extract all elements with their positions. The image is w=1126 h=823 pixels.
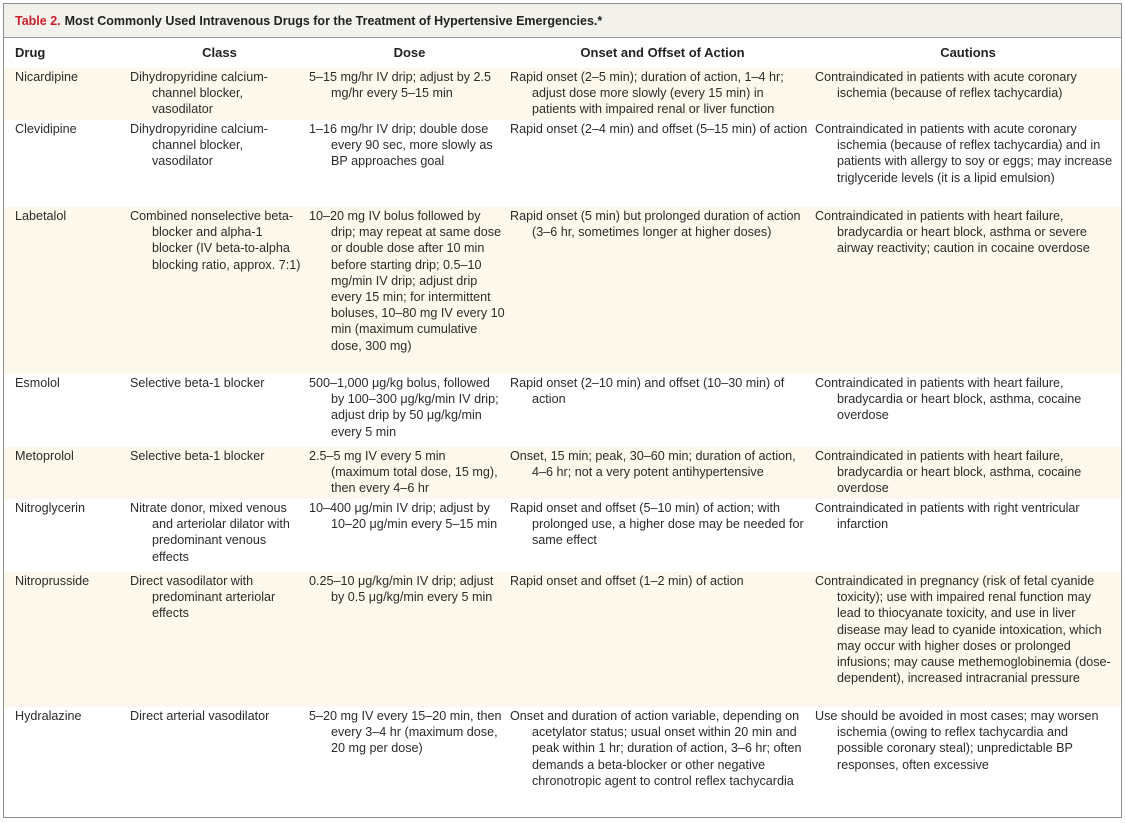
drug-dose: 2.5–5 mg IV every 5 min (maximum total dose, 15 mg), then every 4–6 hr (309, 449, 498, 496)
table-row (4, 447, 1121, 499)
drug-dose: 10–20 mg IV bolus followed by drip; may repeat at same dose or double dose after 10 min before starting drip; 0.5–10 mg/min IV drip; adjust drip every 15 min; for intermittent boluses, 10–80 mg IV every 10 min (maximum cumulative dose, 300 mg) (309, 209, 505, 353)
drug-cautions: Contraindicated in patients with heart failure, bradycardia or heart block, asthma, cocaine overdose (815, 449, 1082, 496)
drug-onset: Rapid onset (2–4 min) and offset (5–15 min) of action (510, 122, 808, 136)
drug-dose: 10–400 μg/min IV drip; adjust by 10–20 μg/min every 5–15 min (309, 501, 498, 532)
drug-dose: 1–16 mg/hr IV drip; double dose every 90 sec, more slowly as BP approaches goal (309, 122, 493, 169)
drug-onset: Rapid onset (2–10 min) and offset (10–30 min) of action (510, 376, 785, 407)
drug-onset: Rapid onset (2–5 min); duration of action, 1–4 hr; adjust dose more slowly (every 15 min) in patients with impaired renal or liver function (510, 70, 784, 117)
header-dose: Dose (309, 38, 510, 68)
drug-class: Dihydropyridine calcium-channel blocker, vasodilator (130, 122, 268, 169)
table-frame (3, 3, 1122, 818)
drug-onset: Onset, 15 min; peak, 30–60 min; duration of action, 4–6 hr; not a very potent antihypertensive (510, 449, 796, 480)
header-cautions: Cautions (815, 38, 1121, 68)
drug-cautions: Use should be avoided in most cases; may worsen ischemia (owing to reflex tachycardia and possible coronary steal); unpredictable BP responses, often excessive (815, 709, 1099, 772)
table-title (4, 4, 1121, 38)
drug-table (4, 38, 1121, 815)
drug-onset: Rapid onset and offset (5–10 min) of action; with prolonged use, a higher dose may be needed for same effect (510, 501, 804, 548)
header-row (4, 38, 1121, 68)
drug-name: Esmolol (4, 374, 130, 447)
header-drug: Drug (4, 38, 130, 68)
drug-name: Nicardipine (4, 68, 130, 120)
drug-dose: 5–20 mg IV every 15–20 min, then every 3–4 hr (maximum dose, 20 mg per dose) (309, 709, 502, 756)
drug-class: Combined nonselective beta-blocker and alpha-1 blocker (IV beta-to-alpha blocking ratio, approx. 7:1) (130, 209, 301, 272)
header-class: Class (130, 38, 309, 68)
drug-onset: Onset and duration of action variable, depending on acetylator status; usual onset within 20 min and peak within 1 hr; duration of action, 3–6 hr; often demands a beta-blocker or other negative chronotropic agent to control reflex tachycardia (510, 709, 802, 788)
drug-class: Selective beta-1 blocker (130, 376, 265, 390)
drug-cautions: Contraindicated in pregnancy (risk of fetal cyanide toxicity); use with impaired renal function may lead to thiocyanate toxicity, and use in liver disease may lead to cyanide intoxication, which may occur with higher doses or prolonged infusions; may cause methemoglobinemia (dose-dependent), increased intracranial pressure (815, 574, 1111, 686)
drug-name: Nitroprusside (4, 572, 130, 707)
drug-class: Selective beta-1 blocker (130, 449, 265, 463)
drug-cautions: Contraindicated in patients with acute coronary ischemia (because of reflex tachycardia) (815, 70, 1077, 101)
drug-name: Labetalol (4, 207, 130, 374)
drug-onset: Rapid onset (5 min) but prolonged duration of action (3–6 hr, sometimes longer at higher doses) (510, 209, 801, 240)
drug-name: Metoprolol (4, 447, 130, 499)
table-row (4, 499, 1121, 572)
drug-class: Dihydropyridine calcium-channel blocker, vasodilator (130, 70, 268, 117)
header-onset: Onset and Offset of Action (510, 38, 815, 68)
drug-name: Hydralazine (4, 707, 130, 815)
table-row (4, 707, 1121, 815)
table-row (4, 68, 1121, 120)
drug-name: Clevidipine (4, 120, 130, 207)
table-row (4, 207, 1121, 374)
drug-dose: 500–1,000 μg/kg bolus, followed by 100–300 μg/kg/min IV drip; adjust drip by 50 μg/kg/min every 5 min (309, 376, 499, 439)
drug-onset: Rapid onset and offset (1–2 min) of action (510, 574, 744, 588)
drug-name: Nitroglycerin (4, 499, 130, 572)
drug-class: Nitrate donor, mixed venous and arteriolar dilator with predominant venous effects (130, 501, 290, 564)
drug-cautions: Contraindicated in patients with heart failure, bradycardia or heart block, asthma, cocaine overdose (815, 376, 1082, 423)
drug-cautions: Contraindicated in patients with right ventricular infarction (815, 501, 1080, 532)
table-row (4, 120, 1121, 207)
drug-cautions: Contraindicated in patients with heart failure, bradycardia or heart block, asthma or severe airway reactivity; caution in cocaine overdose (815, 209, 1090, 256)
table-row (4, 572, 1121, 707)
drug-dose: 0.25–10 μg/kg/min IV drip; adjust by 0.5 μg/kg/min every 5 min (309, 574, 494, 605)
drug-cautions: Contraindicated in patients with acute coronary ischemia (because of reflex tachycardia) and in patients with allergy to soy or eggs; may increase triglyceride levels (it is a lipid emulsion) (815, 122, 1113, 185)
table-number: Table 2. (15, 13, 61, 28)
table-caption: Most Commonly Used Intravenous Drugs for the Treatment of Hypertensive Emergencies.* (64, 13, 603, 28)
drug-class: Direct arterial vasodilator (130, 709, 270, 723)
table-row (4, 374, 1121, 447)
drug-dose: 5–15 mg/hr IV drip; adjust by 2.5 mg/hr every 5–15 min (309, 70, 492, 101)
drug-class: Direct vasodilator with predominant arteriolar effects (130, 574, 276, 621)
